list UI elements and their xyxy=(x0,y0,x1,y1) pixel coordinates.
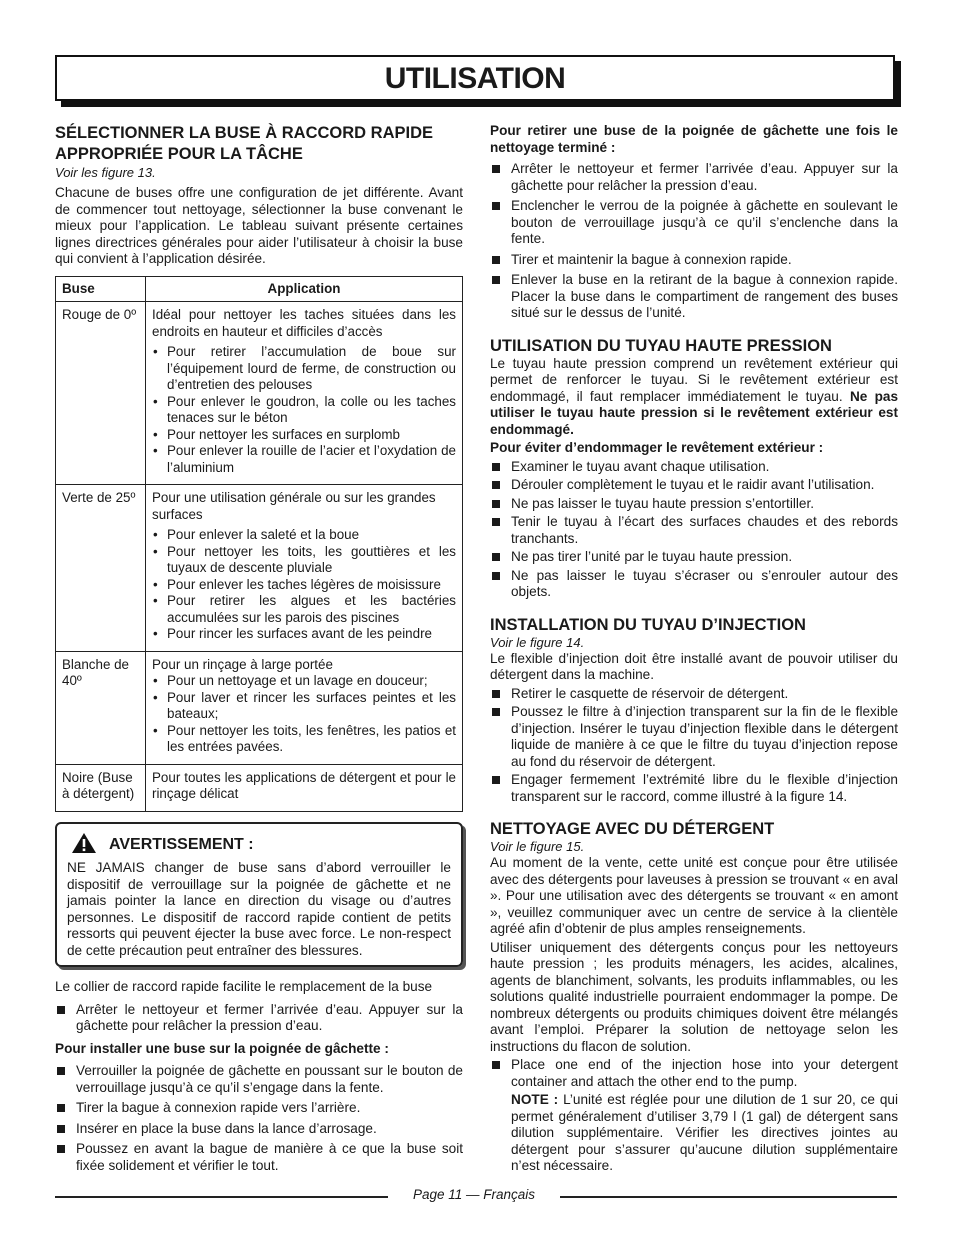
application-list xyxy=(152,344,456,476)
list-item: • Pour laver et rincer les surfaces peintes et les bateaux; xyxy=(152,690,456,723)
hose-list xyxy=(490,459,898,601)
application-lead: Pour une utilisation générale ou sur les grandes surfaces xyxy=(152,490,436,522)
note-text: L’unité est réglée pour une dilution de 1 sur 20, ce qui permet généralement d’utiliser 3,79 l (1 gal) de détergent sans dilution supplémentaire. Vérifier les directives jointes au détergent pour s’assurer qu’aucune dilution supplémentaire n’est nécessaire. xyxy=(511,1092,898,1173)
table-row xyxy=(56,302,463,485)
page-footer xyxy=(55,1187,897,1202)
list-item: • Pour enlever le goudron, la colle ou les taches tenaces sur le béton xyxy=(152,394,456,427)
application-cell xyxy=(146,651,463,764)
injection-section xyxy=(490,615,898,806)
page-banner xyxy=(55,55,895,101)
warning-header xyxy=(67,832,451,859)
collar-list xyxy=(55,1002,463,1035)
list-item: Engager fermement l’extrémité libre du le flexible d’injection transparent sur le raccord, comme illustré à la figure 14. xyxy=(490,772,898,805)
footer-rule-right xyxy=(560,1196,897,1198)
footer-rule-left xyxy=(55,1196,388,1198)
nozzle-cell: Blanche de 40º xyxy=(56,651,146,764)
application-list xyxy=(152,527,456,643)
detergent-paragraph-2: Utiliser uniquement des détergents conçus pour les nettoyeurs haute pression ; les produits ménagers, les acides, alcalines, agents de blanchiment, solvants, les produits inflammables, ou les solutions qualité industrielle pourraient endommager la pompe. De nombreux détergents ou produits chimiques doivent être mélangés avant l’emploi. Préparer la solution de nettoyage selon les instructions du flacon de solution. xyxy=(490,939,898,1054)
figure-reference: Voir le figure 14. xyxy=(490,634,585,650)
application-lead: Idéal pour nettoyer les taches situées dans les endroits en hauteur et difficiles d’accès xyxy=(152,307,456,339)
warning-title: AVERTISSEMENT : xyxy=(109,835,254,853)
hose-paragraph xyxy=(490,356,898,439)
list-item: • Pour enlever la saleté et la boue xyxy=(152,527,456,544)
list-item: Place one end of the injection hose into your detergent container and attach the other end to the pump. xyxy=(490,1057,898,1090)
list-item: Poussez en avant la bague de manière à ce que la buse soit fixée solidement et vérifier le tout. xyxy=(55,1141,463,1174)
list-item: Verrouiller la poignée de gâchette en poussant sur le bouton de verrouillage jusqu’à ce qu’il s’engage dans la fente. xyxy=(55,1063,463,1096)
figure-reference: Voir les figure 13. xyxy=(55,165,156,180)
application-cell xyxy=(146,764,463,811)
injection-list xyxy=(490,686,898,806)
hose-text: Le tuyau haute pression comprend un revêtement extérieur qui permet de renforcer le tuyau. Si le revêtement extérieur est endommagé, il faut remplacer immédiatement le tuyau. xyxy=(490,355,898,404)
list-item: • Pour nettoyer les surfaces en surplomb xyxy=(152,427,456,444)
table-row xyxy=(56,485,463,652)
note-label: NOTE : xyxy=(511,1092,559,1107)
page-title: UTILISATION xyxy=(384,62,566,95)
list-item: Tirer et maintenir la bague à connexion rapide. xyxy=(490,252,898,269)
application-cell xyxy=(146,302,463,485)
list-item: Ne pas laisser le tuyau haute pression s’entortiller. xyxy=(490,496,898,513)
application-list xyxy=(152,673,456,756)
install-heading: Pour installer une buse sur la poignée de gâchette : xyxy=(55,1040,389,1056)
list-item: Poussez le filtre à d’injection transparent sur la fin de le flexible d’injection. Insérer le tuyau d’injection flexible dans le détergent liquide de manière à ce que le filtre du tuyau d’injection repose au fond du réservoir de détergent. xyxy=(490,704,898,770)
injection-paragraph: Le flexible d’injection doit être installé avant de pouvoir utiliser du détergent dans la machine. xyxy=(490,650,898,682)
list-item: • Pour enlever les taches légères de moisissure xyxy=(152,577,456,594)
intro-paragraph: Chacune de buses offre une configuration de jet différente. Avant de commencer tout nettoyage, sélectionner la buse convenant le mieux pour l’application. Le tableau suivant présente certaines lignes directrices générales pour aider l’utilisateur à choisir la buse qui convient à l’application désirée. xyxy=(55,185,463,266)
injection-heading: INSTALLATION DU TUYAU D’INJECTION xyxy=(490,615,806,634)
table-header-application: Application xyxy=(146,276,463,302)
list-item: Ne pas tirer l’unité par le tuyau haute pression. xyxy=(490,549,898,566)
warning-text: NE JAMAIS changer de buse sans d’abord verrouiller le dispositif de verrouillage sur la poignée de gâchette et ne jamais pointer la lance en direction du visage ou d’autres personnes. Le dispositif de raccord rapide contient de petits ressorts qui peuvent éjecter la buse avec force. Le non-respect de cette précaution peut entraîner des blessures. xyxy=(67,860,451,958)
list-item: Arrêter le nettoyeur et fermer l’arrivée d’eau. Appuyer sur la gâchette pour relâcher la pression d’eau. xyxy=(55,1002,463,1035)
list-item: Dérouler complètement le tuyau et le raidir avant l’utilisation. xyxy=(490,477,898,494)
figure-reference: Voir le figure 15. xyxy=(490,839,585,854)
remove-heading: Pour retirer une buse de la poignée de gâchette une fois le nettoyage terminé : xyxy=(490,123,898,155)
table-row xyxy=(56,764,463,811)
detergent-list xyxy=(490,1057,898,1090)
list-item: Arrêter le nettoyeur et fermer l’arrivée d’eau. Appuyer sur la gâchette pour relâcher la pression d’eau. xyxy=(490,161,898,194)
detergent-paragraph-1: Au moment de la vente, cette unité est conçue pour être utilisée avec des détergents pour laveuses à pression se trouvant « en aval ». Pour une utilisation avec des détergents se trouvant « en amont », veuillez communiquer avec un centre de service à la clientèle agréé afin d’obtenir de plus amples renseignements. xyxy=(490,855,898,936)
list-item: • Pour nettoyer les toits, les fenêtres, les patios et les entrées pavées. xyxy=(152,723,456,756)
list-item: Ne pas laisser le tuyau s’écraser ou s’enrouler autour des objets. xyxy=(490,568,898,601)
list-item: Enlever la buse en la retirant de la bague à connexion rapide. Placer la buse dans le compartiment de rangement des buses situé sur le dessus de l’unité. xyxy=(490,272,898,322)
left-column xyxy=(55,123,463,1180)
list-item: • Pour nettoyer les toits, les gouttières et les tuyaux de descente pluviale xyxy=(152,544,456,577)
table-row xyxy=(56,651,463,764)
note-block xyxy=(490,1092,898,1175)
detergent-heading: NETTOYAGE AVEC DU DÉTERGENT xyxy=(490,820,775,838)
hose-subheading: Pour éviter d’endommager le revêtement extérieur : xyxy=(490,440,824,455)
right-column xyxy=(490,123,898,1175)
application-lead: Pour un rinçage à large portée xyxy=(152,656,333,672)
list-item: Tenir le tuyau à l’écart des surfaces chaudes et des rebords tranchants. xyxy=(490,514,898,547)
hose-section xyxy=(490,336,898,601)
nozzle-cell: Verte de 25º xyxy=(56,485,146,652)
application-cell xyxy=(146,485,463,652)
application-lead: Pour toutes les applications de détergent et pour le rinçage délicat xyxy=(152,769,456,801)
list-item: • Pour retirer l’accumulation de boue sur l’équipement lourd de ferme, de construction ou d’entretien des pelouses xyxy=(152,344,456,394)
detergent-section xyxy=(490,819,898,1175)
warning-triangle-icon xyxy=(71,832,97,859)
list-item: Retirer le casquette de réservoir de détergent. xyxy=(490,686,898,703)
page-number: Page 11 — Français xyxy=(412,1187,536,1202)
install-list xyxy=(55,1063,463,1174)
list-item: Tirer la bague à connexion rapide vers l’arrière. xyxy=(55,1100,463,1117)
list-item: • Pour rincer les surfaces avant de les peindre xyxy=(152,626,456,643)
hose-heading: UTILISATION DU TUYAU HAUTE PRESSION xyxy=(490,336,832,355)
table-header-buse: Buse xyxy=(56,276,146,302)
warning-box xyxy=(55,822,463,968)
table-header-row xyxy=(56,276,463,302)
list-item: Examiner le tuyau avant chaque utilisation. xyxy=(490,459,898,476)
nozzle-table xyxy=(55,276,463,812)
list-item: • Pour enlever la rouille de l’acier et l’oxydation de l’aluminium xyxy=(152,443,456,476)
remove-list xyxy=(490,161,898,322)
list-item: Enclencher le verrou de la poignée à gâchette en soulevant le bouton de verrouillage jusqu’à ce qu’il s’enclenche dans la fente. xyxy=(490,198,898,248)
list-item: • Pour un nettoyage et un lavage en douceur; xyxy=(152,673,456,690)
collar-paragraph: Le collier de raccord rapide facilite le remplacement de la buse xyxy=(55,979,433,994)
list-item: Insérer en place la buse dans la lance d’arrosage. xyxy=(55,1121,463,1138)
nozzle-cell: Rouge de 0º xyxy=(56,302,146,485)
nozzle-cell: Noire (Buse à détergent) xyxy=(56,764,146,811)
nozzle-selection-heading: SÉLECTIONNER LA BUSE À RACCORD RAPIDE APPROPRIÉE POUR LA TÂCHE xyxy=(55,124,433,163)
list-item: • Pour retirer les algues et les bactéries accumulées sur les parois des piscines xyxy=(152,593,456,626)
hose-text-bold: Ne pas utiliser le tuyau haute pression si le revêtement extérieur est endommagé. xyxy=(490,388,899,437)
